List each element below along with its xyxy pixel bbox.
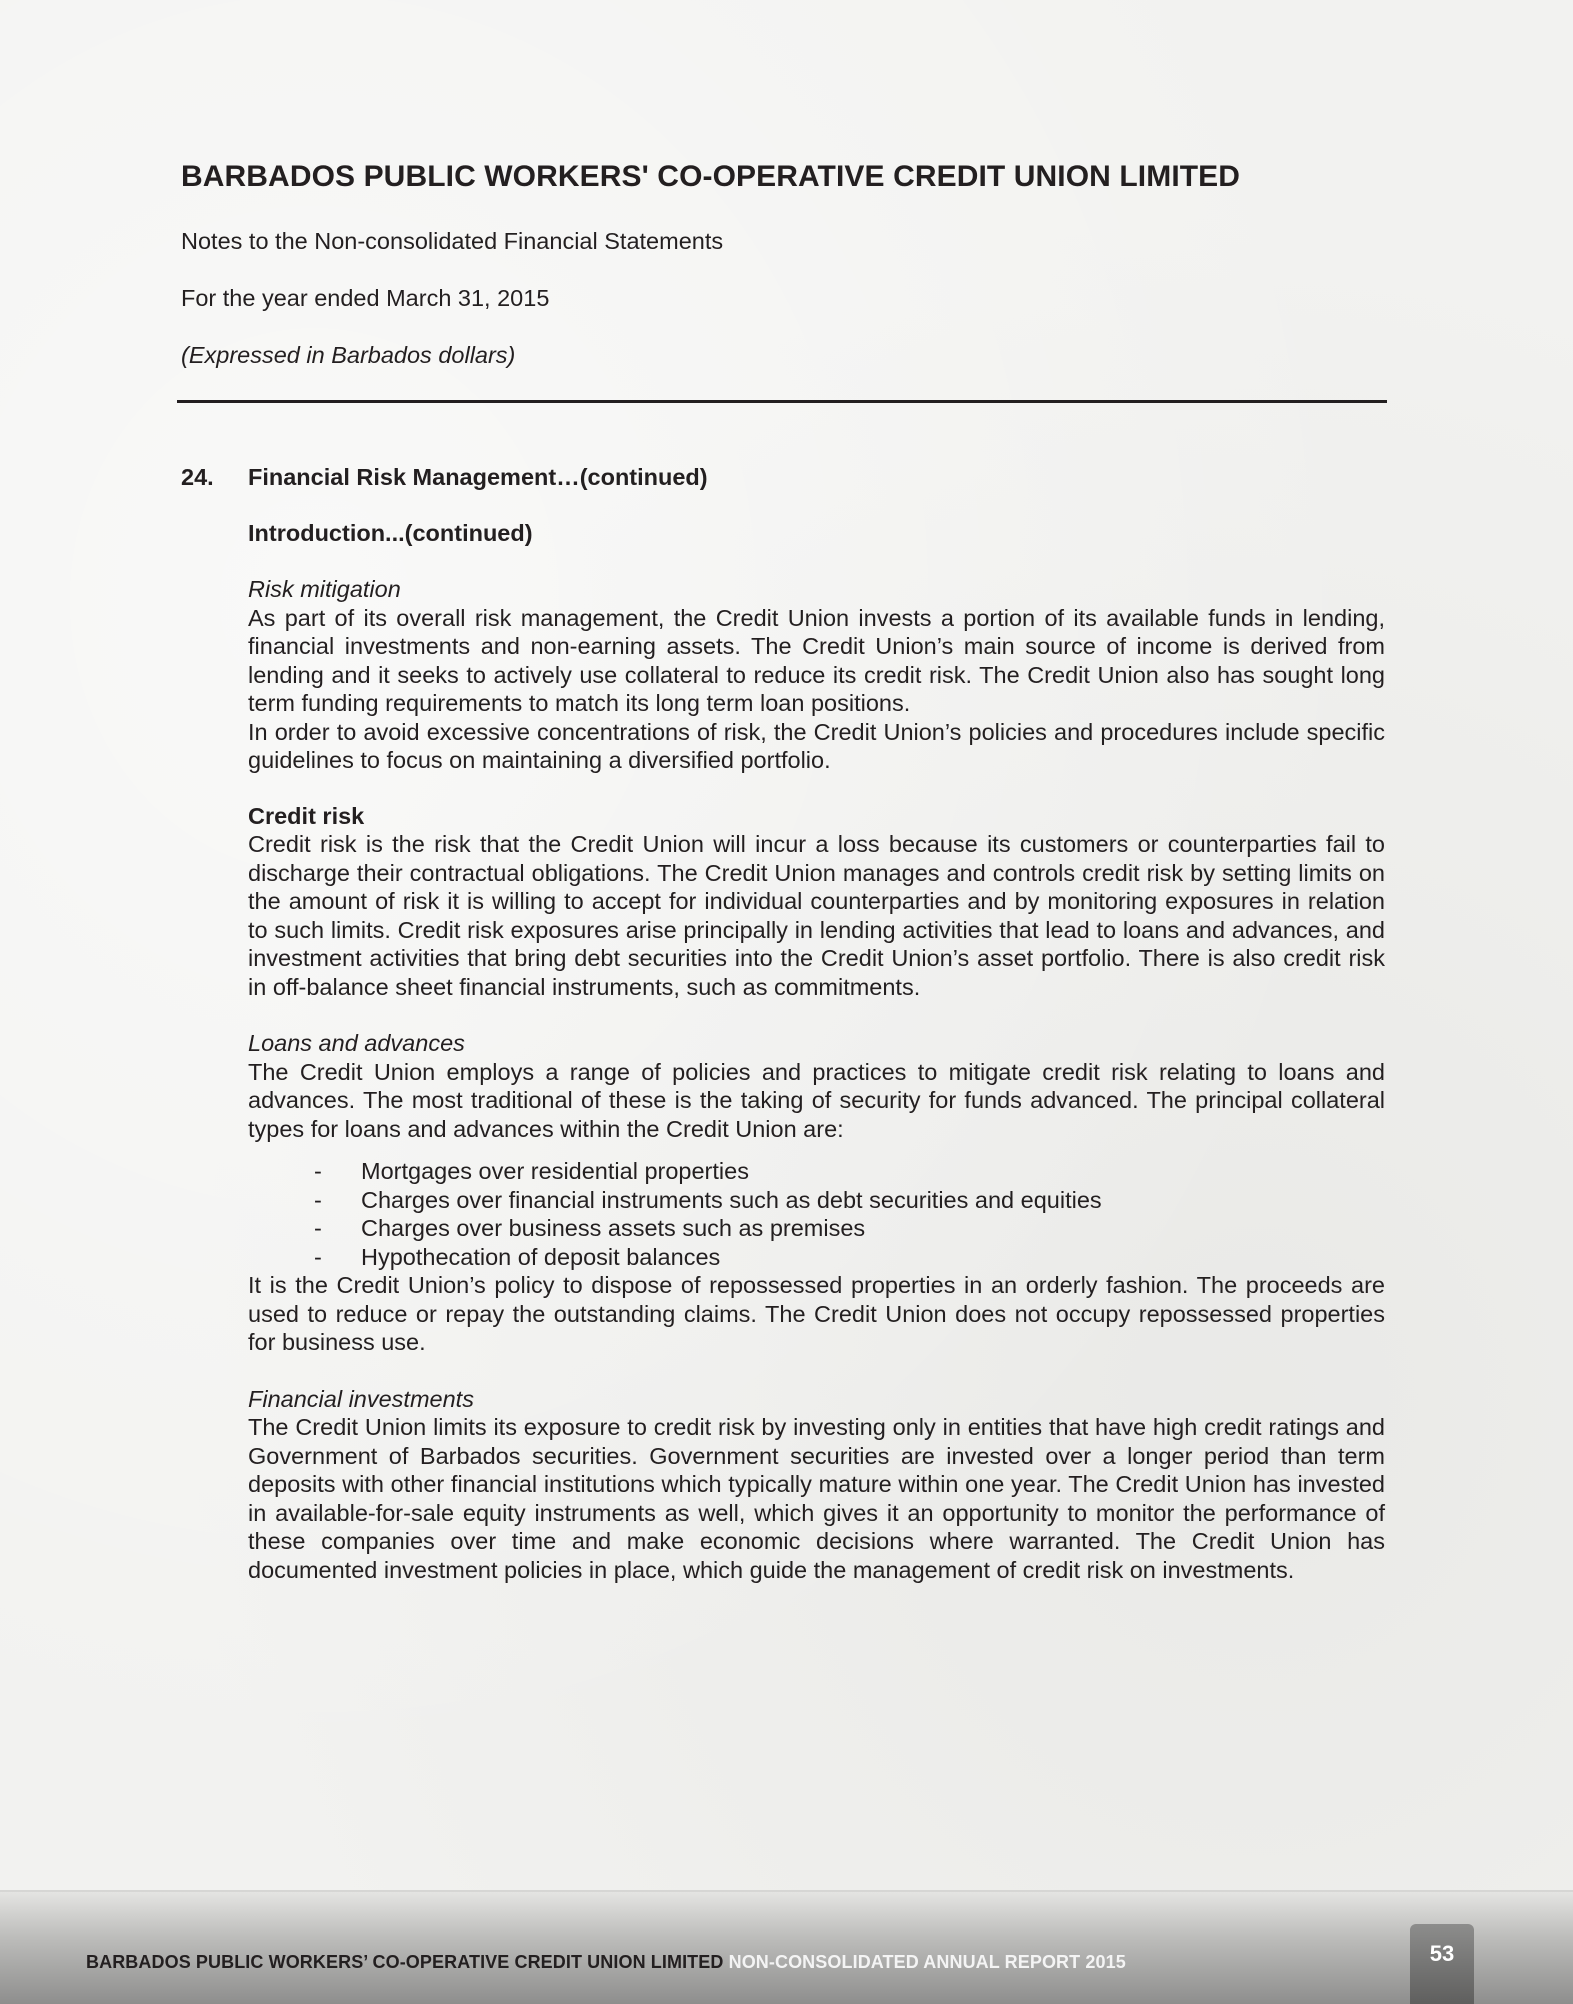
financial-investments-heading: Financial investments bbox=[248, 1385, 474, 1412]
bullet-dash: - bbox=[314, 1243, 322, 1270]
loans-heading: Loans and advances bbox=[248, 1030, 465, 1056]
risk-mitigation-heading: Risk mitigation bbox=[248, 576, 401, 602]
credit-risk-heading: Credit risk bbox=[248, 802, 365, 829]
bullet-dash: - bbox=[314, 1158, 322, 1184]
page-number: 53 bbox=[1410, 1924, 1474, 2004]
note-body bbox=[248, 519, 1385, 1585]
note-number: 24. bbox=[181, 464, 214, 490]
collateral-list bbox=[248, 1157, 1385, 1271]
page-footer bbox=[0, 1890, 1573, 2004]
credit-risk-paragraph: Credit risk is the risk that the Credit Union will incur a loss because its customers or counterparties fail to discharge their contractual obligations. The Credit Union manages and controls credit risk by setting limits on the amount of risk it is willing to accept for individual counterparties and by monitoring exposures in relation to such limits. Credit risk exposures arise principally in lending activities that lead to loans and advances, and investment activities that bring debt securities into the Credit Union’s asset portfolio. There is also credit risk in off-balance sheet financial instruments, such as commitments. bbox=[248, 831, 1385, 1000]
list-item bbox=[248, 1157, 1385, 1186]
list-item bbox=[248, 1243, 1385, 1272]
list-item-text: Hypothecation of deposit balances bbox=[361, 1243, 721, 1270]
financial-investments-paragraph: The Credit Union limits its exposure to credit risk by investing only in entities that have high credit ratings and Government of Barbados securities. Government securities are invested over a longer period than term deposits with other financial institutions which typically mature within one year. The Credit Union has invested in available-for-sale equity instruments as well, which gives it an opportunity to monitor the performance of these companies over time and make economic decisions where warranted. The Credit Union has documented investment policies in place, which guide the management of credit risk on investments. bbox=[248, 1414, 1385, 1583]
list-item-text: Charges over business assets such as premises bbox=[361, 1215, 866, 1241]
risk-mitigation-paragraph: As part of its overall risk management, the Credit Union invests a portion of its available funds in lending, financial investments and non-earning assets. The Credit Union’s main source of income is derived from lending and it seeks to actively use collateral to reduce its credit risk. The Credit Union also has sought long term funding requirements to match its long term loan positions. bbox=[248, 604, 1385, 716]
document-header bbox=[181, 160, 1391, 369]
repossessed-properties-paragraph: It is the Credit Union’s policy to dispose of repossessed properties in an orderly fashion. The proceeds are used to reduce or repay the outstanding claims. The Credit Union does not occupy repossessed properties for business use. bbox=[248, 1272, 1385, 1355]
document-title: BARBADOS PUBLIC WORKERS' CO-OPERATIVE CREDIT UNION LIMITED bbox=[181, 160, 1241, 193]
list-item bbox=[248, 1186, 1385, 1215]
bullet-dash: - bbox=[314, 1215, 322, 1241]
footer-organization: BARBADOS PUBLIC WORKERS’ CO-OPERATIVE CREDIT UNION LIMITED bbox=[86, 1952, 724, 1972]
concentration-paragraph: In order to avoid excessive concentrations of risk, the Credit Union’s policies and procedures include specific guidelines to focus on maintaining a diversified portfolio. bbox=[248, 718, 1385, 773]
footer-report-title: NON-CONSOLIDATED ANNUAL REPORT 2015 bbox=[728, 1952, 1126, 1972]
footer-text bbox=[86, 1952, 1126, 1973]
currency-note: (Expressed in Barbados dollars) bbox=[181, 342, 516, 368]
introduction-heading: Introduction...(continued) bbox=[248, 519, 533, 546]
note-title: Financial Risk Management…(continued) bbox=[248, 464, 708, 490]
list-item-text: Mortgages over residential properties bbox=[361, 1158, 749, 1184]
reporting-period: For the year ended March 31, 2015 bbox=[181, 285, 550, 311]
document-subtitle: Notes to the Non-consolidated Financial Statements bbox=[181, 228, 724, 254]
header-divider bbox=[177, 400, 1387, 403]
list-item bbox=[248, 1214, 1385, 1243]
list-item-text: Charges over financial instruments such as debt securities and equities bbox=[361, 1186, 1102, 1213]
note-heading bbox=[181, 463, 1385, 492]
bullet-dash: - bbox=[314, 1186, 322, 1213]
note-content bbox=[181, 463, 1385, 1584]
loans-paragraph: The Credit Union employs a range of policies and practices to mitigate credit risk relating to loans and advances. The most traditional of these is the taking of security for funds advanced. The principal collateral types for loans and advances within the Credit Union are: bbox=[248, 1058, 1385, 1142]
